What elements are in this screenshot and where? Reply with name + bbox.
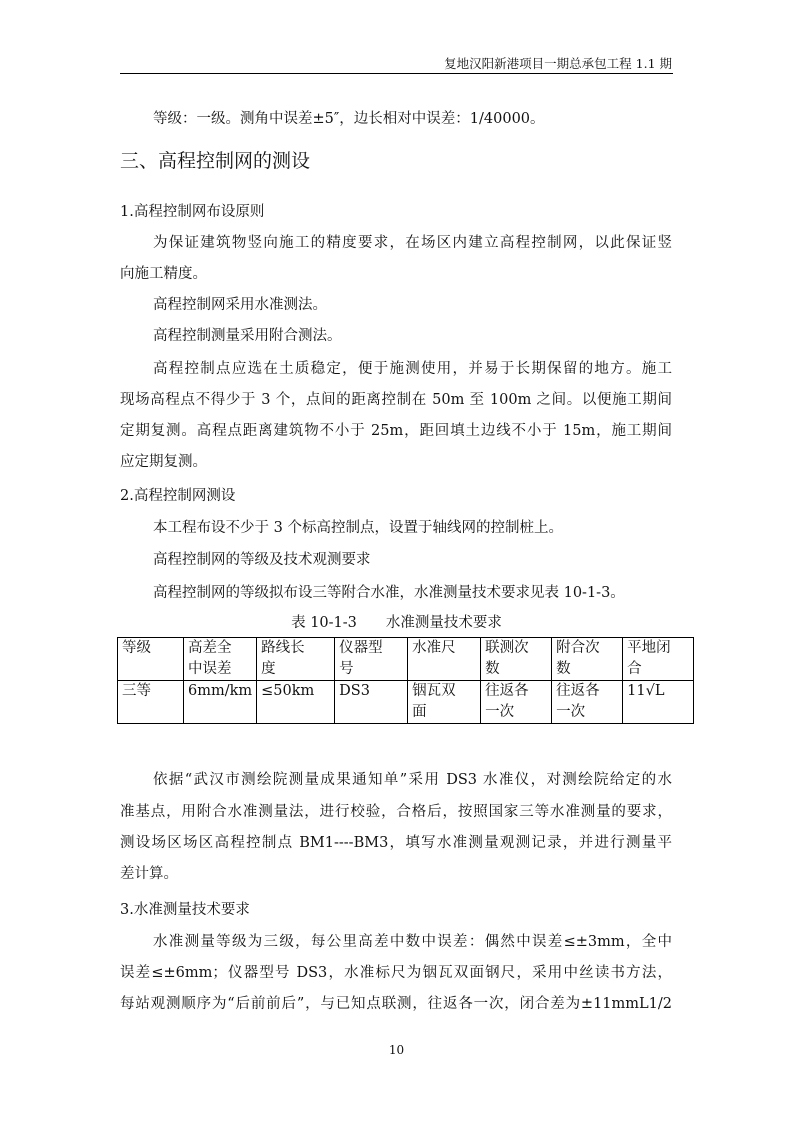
table-row (118, 681, 694, 724)
page-number: 10 (388, 1043, 405, 1057)
paragraph: 高程控制测量采用附合测法。 (153, 328, 342, 344)
cell-line: 路线长 (261, 640, 305, 656)
paragraph: 高程控制网的等级及技术观测要求 (153, 552, 371, 568)
paragraph-line: 现场高程点不得少于 3 个，点间的距离控制在 50m 至 100m 之间。以便施工期间 (120, 392, 672, 408)
cell-line: 号 (339, 661, 354, 677)
header-cell (184, 638, 257, 681)
cell (623, 681, 694, 724)
cell-line: 数 (556, 661, 571, 677)
cell-line: 中误差 (188, 661, 232, 677)
running-header: 复地汉阳新港项目一期总承包工程 1.1 期 (444, 56, 672, 71)
cell-line: 附合次 (556, 640, 600, 656)
subheading: 3.水准测量技术要求 (120, 902, 250, 918)
cell-line: ≤50km (261, 683, 315, 699)
table-caption: 表 10-1-3 水准测量技术要求 (291, 615, 502, 631)
paragraph-line: 水准测量等级为三级，每公里高差中数中误差：偶然中误差≤±3mm，全中 (153, 934, 672, 950)
paragraph-line: 误差≤±6mm；仪器型号 DS3，水准标尺为铟瓦双面钢尺，采用中丝读书方法， (120, 965, 672, 981)
paragraph-line: 依据“武汉市测绘院测量成果通知单”采用 DS3 水准仪，对测绘院给定的水 (153, 772, 672, 788)
cell-line: 数 (485, 661, 500, 677)
header-cell (552, 638, 623, 681)
table-header-row (118, 638, 694, 681)
cell-line: 一次 (556, 704, 586, 720)
paragraph-line: 准基点，用附合水准测量法，进行校验，合格后，按照国家三等水准测量的要求， (120, 804, 672, 820)
cell (257, 681, 335, 724)
cell-line: 度 (261, 661, 276, 677)
cell (408, 681, 481, 724)
paragraph-line: 每站观测顺序为“后前前后”，与已知点联测，往返各一次，闭合差为±11mmL1/2 (120, 996, 672, 1012)
paragraph: 本工程布设不少于 3 个标高控制点，设置于轴线网的控制桩上。 (153, 520, 563, 536)
header-cell (257, 638, 335, 681)
cell (118, 681, 184, 724)
paragraph-line: 差计算。 (120, 866, 178, 882)
header-cell (623, 638, 694, 681)
header-cell (118, 638, 184, 681)
cell-line: 联测次 (485, 640, 529, 656)
paragraph-line: 测设场区场区高程控制点 BM1----BM3，填写水准测量观测记录，并进行测量平 (120, 835, 672, 851)
cell-line: 高差全 (188, 640, 232, 656)
paragraph-line: 为保证建筑物竖向施工的精度要求，在场区内建立高程控制网，以此保证竖 (153, 235, 672, 251)
cell-line: 合 (627, 661, 642, 677)
header-cell (481, 638, 552, 681)
cell-line: 往返各 (556, 683, 600, 699)
cell-line: 水准尺 (412, 640, 456, 656)
leveling-requirements-table (117, 637, 694, 724)
paragraph-line: 定期复测。高程点距离建筑物不小于 25m，距回填土边线不小于 15m，施工期间 (120, 423, 672, 439)
cell-line: DS3 (339, 683, 370, 699)
header-cell (335, 638, 408, 681)
cell-line: 平地闭 (627, 640, 671, 656)
paragraph-line: 应定期复测。 (120, 454, 207, 470)
cell (184, 681, 257, 724)
cell-line: 一次 (485, 704, 515, 720)
header-rule (120, 73, 673, 74)
paragraph-line: 高程控制点应选在土质稳定，便于施测使用，并易于长期保留的地方。施工 (153, 361, 672, 377)
cell (552, 681, 623, 724)
paragraph: 等级：一级。测角中误差±5″，边长相对中误差：1/40000。 (153, 111, 545, 127)
paragraph: 高程控制网的等级拟布设三等附合水准，水准测量技术要求见表 10-1-3。 (153, 585, 625, 601)
cell (335, 681, 408, 724)
cell-line: 往返各 (485, 683, 529, 699)
cell-line: 6mm/km (188, 683, 253, 699)
section-heading: 三、高程控制网的测设 (120, 150, 311, 172)
cell-line: 面 (412, 704, 427, 720)
cell-line: 仪器型 (339, 640, 383, 656)
cell-line: 等级 (122, 640, 151, 656)
subheading: 1.高程控制网布设原则 (120, 204, 265, 220)
cell-line: 11√L (627, 683, 665, 699)
subheading: 2.高程控制网测设 (120, 488, 236, 504)
cell-line: 三等 (122, 683, 151, 699)
paragraph: 高程控制网采用水准测法。 (153, 297, 327, 313)
cell-line: 铟瓦双 (412, 683, 456, 699)
paragraph-line: 向施工精度。 (120, 266, 207, 282)
header-cell (408, 638, 481, 681)
cell (481, 681, 552, 724)
